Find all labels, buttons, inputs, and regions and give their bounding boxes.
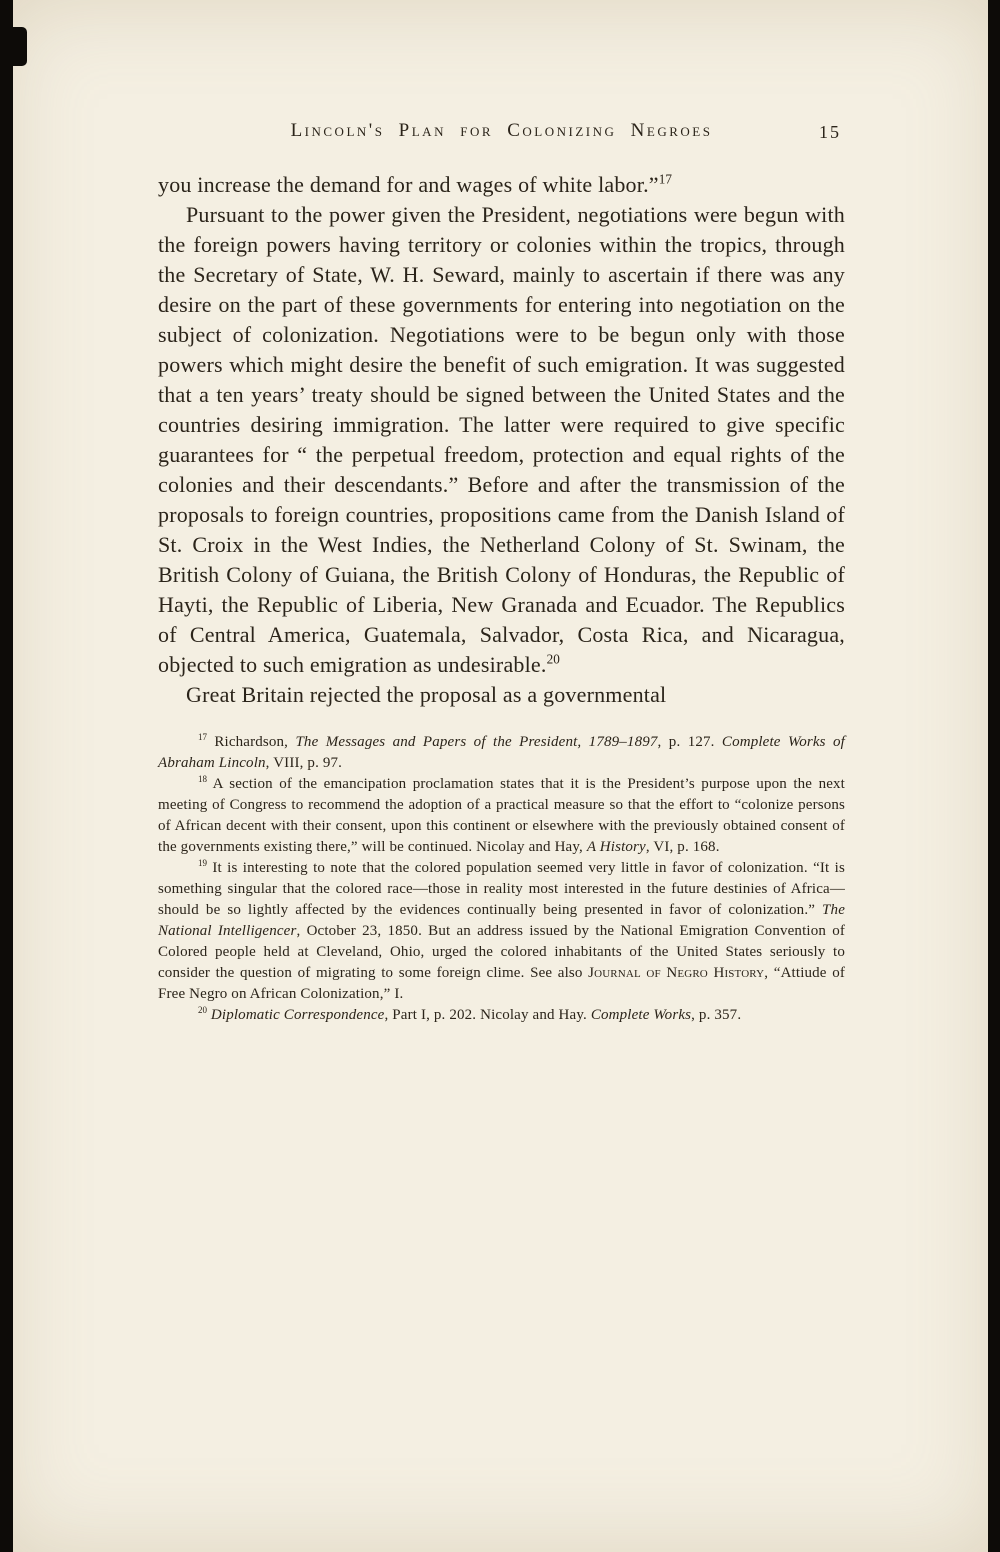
italic-run: The Messages and Papers of the President, 1789–1897 (295, 734, 658, 750)
paragraph (158, 200, 845, 680)
paragraph (158, 170, 845, 200)
page-title: Lincoln's Plan for Colonizing Negroes (290, 120, 713, 141)
page-number: 15 (819, 122, 841, 142)
text-run: , p. 127. (657, 734, 722, 750)
footnote-marker: 19 (198, 858, 207, 868)
footnote-marker: 17 (198, 732, 207, 742)
footnote (158, 774, 845, 858)
smallcaps-run: Journal of Negro History (588, 965, 765, 981)
paragraph (158, 680, 845, 710)
body-text (158, 170, 845, 710)
text-run: , Part I, p. 202. Nicolay and Hay. (384, 1007, 591, 1023)
text-run: Pursuant to the power given the President, negotiations were begun with the foreign powers having territory or colonies within the tropics, through the Secretary of State, W. H. Seward, mainly to ascertain if there was any desire on the part of these governments for entering into negotiation on the subject of colonization. Negotiations were to be begun only with those powers which might desire the benefit of such emigration. It was suggested that a ten years’ treaty should be signed between the United States and the countries desiring immigration. The latter were required to give specific guarantees for “ the perpetual freedom, protection and equal rights of the colonies and their descendants.” Before and after the transmission of the proposals to foreign countries, propositions came from the Danish Island of St. Croix in the West Indies, the Netherland Colony of St. Swinam, the British Colony of Guiana, the British Colony of Honduras, the Republic of Hayti, the Republic of Liberia, New Granada and Ecuador. The Republics of Central America, Guatemala, Salvador, Costa Rica, and Nicaragua, objected to such emigration as undesirable. (158, 202, 845, 677)
text-run: , p. 357. (691, 1007, 742, 1023)
footnote (158, 732, 845, 774)
text-run: It is interesting to note that the colored population seemed very little in favor of colonization. “It is something singular that the colored race—those in reality most interested in the future destinies of Africa—should be so lightly affected by the evidences continually being presented in favor of colonization.” (158, 860, 845, 918)
text-run: Richardson, (207, 734, 296, 750)
text-run: , “Attiude of Free Negro on African Colonization,” I. (158, 965, 845, 1002)
italic-run: Diplomatic Correspondence (210, 1007, 385, 1023)
text-run: you increase the demand for and wages of white labor.” (158, 172, 659, 197)
text-run: Great Britain rejected the proposal as a governmental (186, 682, 667, 707)
footnotes (158, 732, 845, 1026)
running-header (158, 118, 845, 144)
italic-run: A History (586, 839, 646, 855)
scan-edge-left (0, 0, 13, 1552)
footnote-marker: 17 (658, 171, 672, 187)
page-content (158, 118, 845, 1026)
footnote-marker: 20 (546, 651, 560, 667)
italic-run: The National Intelligencer (158, 902, 845, 939)
text-run: , October 23, 1850. But an address issued by the National Emigration Convention of Colored people held at Cleveland, Ohio, urged the colored inhabitants of the United States seriously to consider the question of migrating to some foreign clime. See also (158, 923, 845, 981)
footnote-marker: 18 (198, 774, 207, 784)
scan-artifact-blob (0, 27, 27, 66)
scan-edge-right (988, 0, 1000, 1552)
footnote (158, 858, 845, 1005)
text-run: A section of the emancipation proclamation states that it is the President’s purpose upon the next meeting of Congress to recommend the adoption of a practical measure so that the effort to “colonize persons of African decent with their consent, upon this continent or elsewhere with the previously obtained consent of the governments existing there,” will be continued. Nicolay and Hay, (158, 776, 845, 855)
footnote-marker: 20 (198, 1005, 207, 1015)
italic-run: Complete Works of Abraham Lincoln (158, 734, 845, 771)
text-run: , VI, p. 168. (645, 839, 720, 855)
text-run: , VIII, p. 97. (265, 755, 343, 771)
footnote (158, 1005, 845, 1026)
italic-run: Complete Works (590, 1007, 692, 1023)
